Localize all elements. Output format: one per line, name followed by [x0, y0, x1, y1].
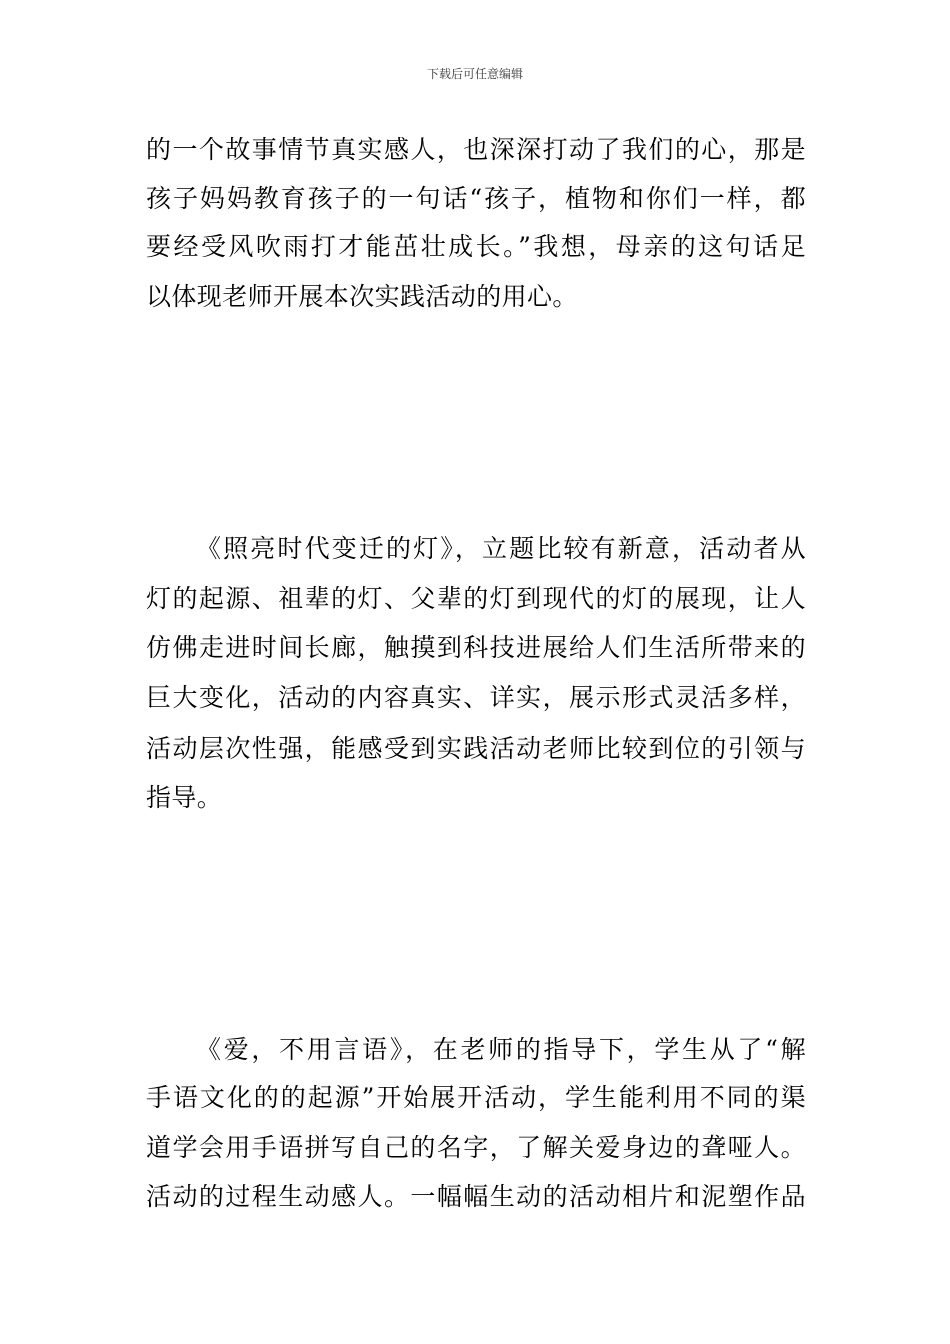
text-line: 灯的起源、祖辈的灯、父辈的灯到现代的灯的展现，让人 [146, 584, 806, 613]
text-line: 手语文化的的起源”开始展开活动，学生能利用不同的渠 [146, 1083, 806, 1112]
text-line: 活动层次性强，能感受到实践活动老师比较到位的引领与 [146, 734, 806, 763]
text-line: 要经受风吹雨打才能茁壮成长。”我想，母亲的这句话足 [146, 232, 806, 261]
text-line: 巨大变化，活动的内容真实、详实，展示形式灵活多样， [146, 683, 806, 712]
text-line: 指导。 [146, 783, 223, 812]
text-line: 《爱，不用言语》，在老师的指导下，学生从了“解 [196, 1035, 806, 1064]
text-line: 《照亮时代变迁的灯》，立题比较有新意，活动者从 [196, 534, 806, 563]
page-header: 下载后可任意编辑 [426, 67, 523, 81]
text-line: 的一个故事情节真实感人，也深深打动了我们的心，那是 [146, 135, 806, 164]
text-line: 以体现老师开展本次实践活动的用心。 [146, 282, 578, 311]
text-line: 道学会用手语拼写自己的名字，了解关爱身边的聋哑人。 [146, 1133, 806, 1162]
text-line: 仿佛走进时间长廊，触摸到科技进展给人们生活所带来的 [146, 633, 806, 662]
text-line: 活动的过程生动感人。一幅幅生动的活动相片和泥塑作品 [146, 1182, 806, 1211]
text-line: 孩子妈妈教育孩子的一句话“孩子，植物和你们一样，都 [146, 184, 806, 213]
